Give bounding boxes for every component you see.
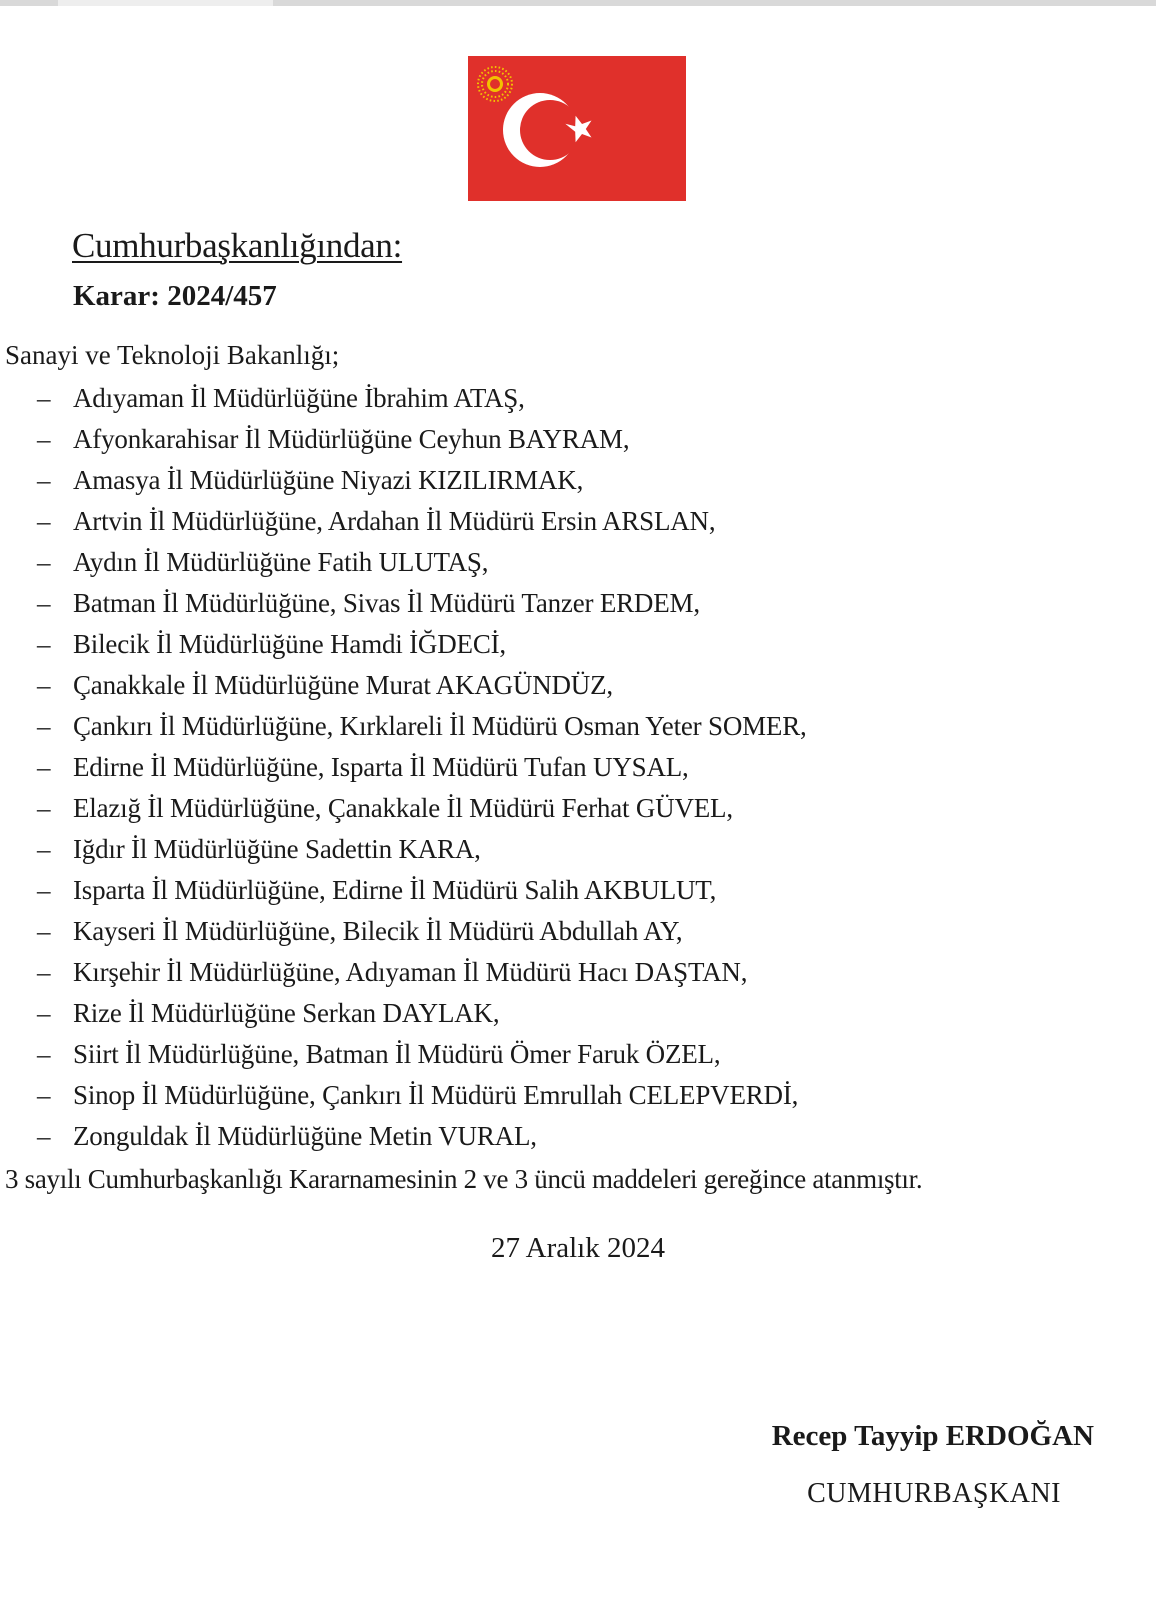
list-dash: – bbox=[37, 875, 51, 905]
list-item bbox=[37, 993, 807, 1034]
list-item bbox=[37, 788, 807, 829]
closing-statement: 3 sayılı Cumhurbaşkanlığı Kararnamesinin 2 ve 3 üncü maddeleri gereğince atanmıştır. bbox=[5, 1164, 923, 1194]
list-item bbox=[37, 665, 807, 706]
appointment-list bbox=[37, 378, 807, 1157]
appointment-text: Sinop İl Müdürlüğüne, Çankırı İl Müdürü Emrullah CELEPVERDİ, bbox=[73, 1080, 799, 1110]
list-dash: – bbox=[37, 957, 51, 987]
list-dash: – bbox=[37, 588, 51, 618]
list-dash: – bbox=[37, 834, 51, 864]
appointment-text: Artvin İl Müdürlüğüne, Ardahan İl Müdürü Ersin ARSLAN, bbox=[73, 506, 716, 536]
list-item bbox=[37, 501, 807, 542]
list-item bbox=[37, 542, 807, 583]
appointment-text: Amasya İl Müdürlüğüne Niyazi KIZILIRMAK, bbox=[73, 465, 584, 495]
list-item bbox=[37, 1034, 807, 1075]
list-dash: – bbox=[37, 506, 51, 536]
list-item bbox=[37, 706, 807, 747]
appointment-text: Çankırı İl Müdürlüğüne, Kırklareli İl Müdürü Osman Yeter SOMER, bbox=[73, 711, 807, 741]
list-dash: – bbox=[37, 711, 51, 741]
list-item bbox=[37, 1075, 807, 1116]
appointment-text: Kırşehir İl Müdürlüğüne, Adıyaman İl Müdürü Hacı DAŞTAN, bbox=[73, 957, 748, 987]
appointment-text: Afyonkarahisar İl Müdürlüğüne Ceyhun BAYRAM, bbox=[73, 424, 630, 454]
appointment-text: Isparta İl Müdürlüğüne, Edirne İl Müdürü Salih AKBULUT, bbox=[73, 875, 717, 905]
ministry-name: Sanayi ve Teknoloji Bakanlığı; bbox=[5, 340, 340, 370]
appointment-text: Batman İl Müdürlüğüne, Sivas İl Müdürü Tanzer ERDEM, bbox=[73, 588, 700, 618]
appointment-text: Aydın İl Müdürlüğüne Fatih ULUTAŞ, bbox=[73, 547, 489, 577]
list-item bbox=[37, 419, 807, 460]
list-item bbox=[37, 624, 807, 665]
appointment-text: Zonguldak İl Müdürlüğüne Metin VURAL, bbox=[73, 1121, 537, 1151]
list-dash: – bbox=[37, 1121, 51, 1151]
list-dash: – bbox=[37, 1080, 51, 1110]
appointment-text: Adıyaman İl Müdürlüğüne İbrahim ATAŞ, bbox=[73, 383, 525, 413]
list-dash: – bbox=[37, 424, 51, 454]
list-dash: – bbox=[37, 670, 51, 700]
top-edge-tab bbox=[58, 0, 273, 6]
list-dash: – bbox=[37, 916, 51, 946]
issuer-heading: Cumhurbaşkanlığından: bbox=[72, 226, 403, 265]
appointment-text: Siirt İl Müdürlüğüne, Batman İl Müdürü Ömer Faruk ÖZEL, bbox=[73, 1039, 721, 1069]
list-item bbox=[37, 583, 807, 624]
list-item bbox=[37, 952, 807, 993]
list-dash: – bbox=[37, 1039, 51, 1069]
appointment-text: Iğdır İl Müdürlüğüne Sadettin KARA, bbox=[73, 834, 481, 864]
list-item bbox=[37, 1116, 807, 1157]
decision-number: Karar: 2024/457 bbox=[73, 280, 277, 312]
appointment-text: Çanakkale İl Müdürlüğüne Murat AKAGÜNDÜZ, bbox=[73, 670, 613, 700]
list-item bbox=[37, 911, 807, 952]
list-dash: – bbox=[37, 752, 51, 782]
appointment-text: Kayseri İl Müdürlüğüne, Bilecik İl Müdürü Abdullah AY, bbox=[73, 916, 683, 946]
list-dash: – bbox=[37, 465, 51, 495]
list-dash: – bbox=[37, 793, 51, 823]
list-dash: – bbox=[37, 383, 51, 413]
list-item bbox=[37, 378, 807, 419]
list-dash: – bbox=[37, 998, 51, 1028]
appointment-text: Rize İl Müdürlüğüne Serkan DAYLAK, bbox=[73, 998, 500, 1028]
list-dash: – bbox=[37, 629, 51, 659]
signer-name: Recep Tayyip ERDOĞAN bbox=[771, 1420, 1094, 1452]
turkish-flag-emblem bbox=[468, 56, 686, 201]
list-item bbox=[37, 829, 807, 870]
appointment-text: Elazığ İl Müdürlüğüne, Çanakkale İl Müdürü Ferhat GÜVEL, bbox=[73, 793, 733, 823]
list-item bbox=[37, 870, 807, 911]
list-item bbox=[37, 747, 807, 788]
list-item bbox=[37, 460, 807, 501]
signer-title: CUMHURBAŞKANI bbox=[807, 1478, 1061, 1509]
decree-date: 27 Aralık 2024 bbox=[491, 1232, 665, 1264]
appointment-text: Bilecik İl Müdürlüğüne Hamdi İĞDECİ, bbox=[73, 629, 506, 659]
list-dash: – bbox=[37, 547, 51, 577]
appointment-text: Edirne İl Müdürlüğüne, Isparta İl Müdürü Tufan UYSAL, bbox=[73, 752, 689, 782]
